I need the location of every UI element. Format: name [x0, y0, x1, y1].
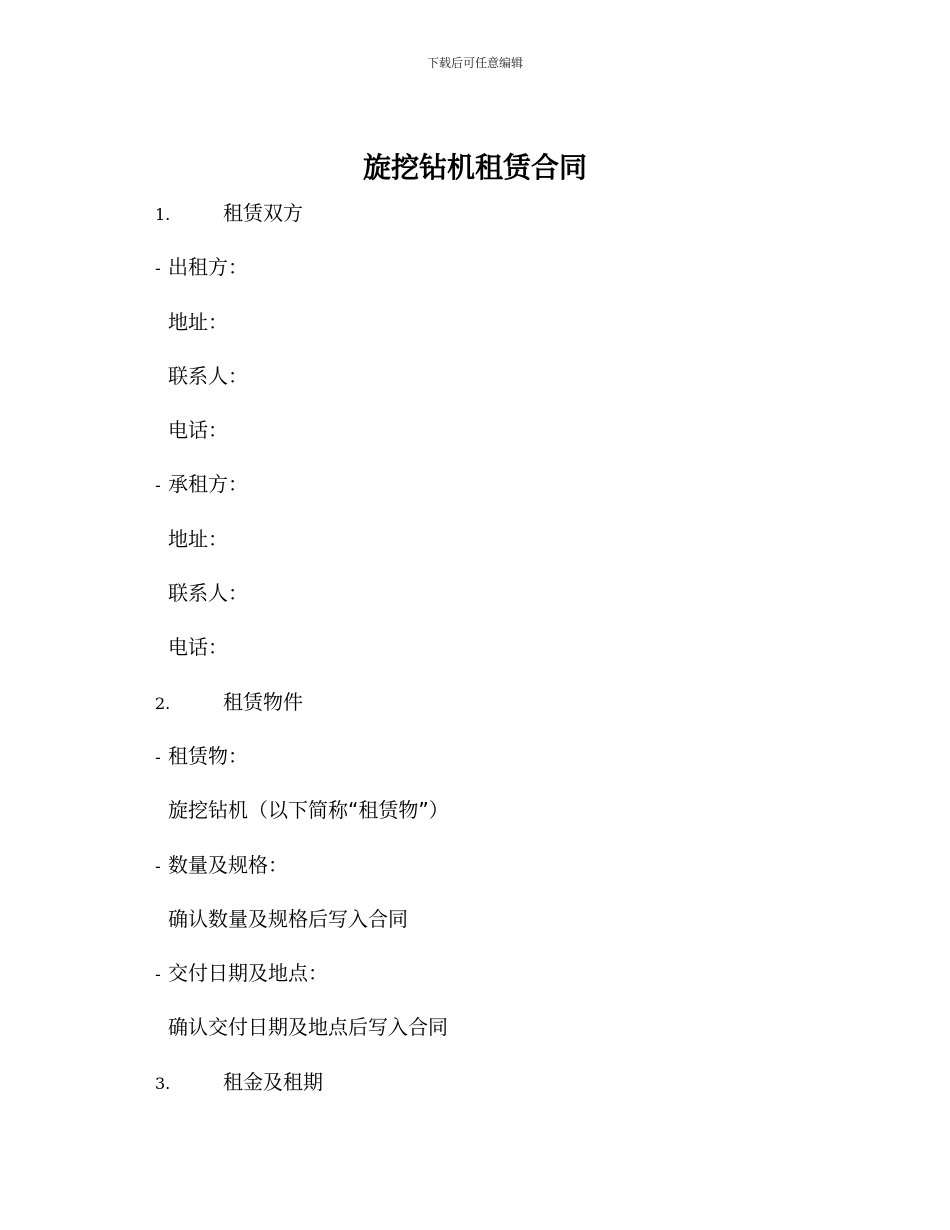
section-heading	[155, 1064, 835, 1118]
field-label-lessee	[155, 466, 835, 520]
dash-marker: -	[155, 747, 161, 767]
field-value-leased-item: 旋挖钻机（以下简称“租赁物”）	[168, 798, 449, 823]
field-label-text: 出租方：	[168, 255, 248, 280]
field-label-phone: 电话：	[168, 418, 228, 443]
section-title: 租金及租期	[223, 1069, 323, 1094]
field-label-phone: 电话：	[168, 635, 228, 660]
section-number: 3.	[155, 1073, 171, 1093]
dash-marker: -	[155, 259, 161, 279]
field-label-text: 承租方：	[168, 472, 248, 497]
field-label-quantity-spec	[155, 847, 835, 901]
field-value-delivery: 确认交付日期及地点后写入合同	[168, 1015, 448, 1040]
field-label-lessor	[155, 249, 835, 303]
field-label-text: 交付日期及地点：	[168, 961, 328, 986]
field-label-contact: 联系人：	[168, 363, 248, 388]
field-value-quantity-spec: 确认数量及规格后写入合同	[168, 906, 408, 931]
field-label-leased-item	[155, 738, 835, 792]
section-number: 1.	[155, 205, 171, 224]
dash-marker: -	[155, 965, 161, 985]
field-label-address: 地址：	[168, 526, 228, 551]
field-label-contact: 联系人：	[168, 581, 248, 606]
document-title: 旋挖钻机租赁合同	[362, 151, 587, 184]
section-number: 2.	[155, 693, 171, 713]
field-label-address: 地址：	[168, 309, 228, 334]
field-label-text: 数量及规格：	[168, 852, 288, 877]
section-title: 租赁物件	[223, 689, 303, 714]
document-body	[155, 195, 835, 1118]
section-heading	[155, 684, 835, 738]
section-heading	[155, 195, 835, 249]
page-header: 下载后可任意编辑	[426, 56, 523, 70]
dash-marker: -	[155, 856, 161, 876]
dash-marker: -	[155, 476, 161, 496]
field-label-text: 租赁物：	[168, 743, 248, 768]
section-title: 租赁双方	[223, 201, 303, 225]
field-label-delivery	[155, 955, 835, 1009]
